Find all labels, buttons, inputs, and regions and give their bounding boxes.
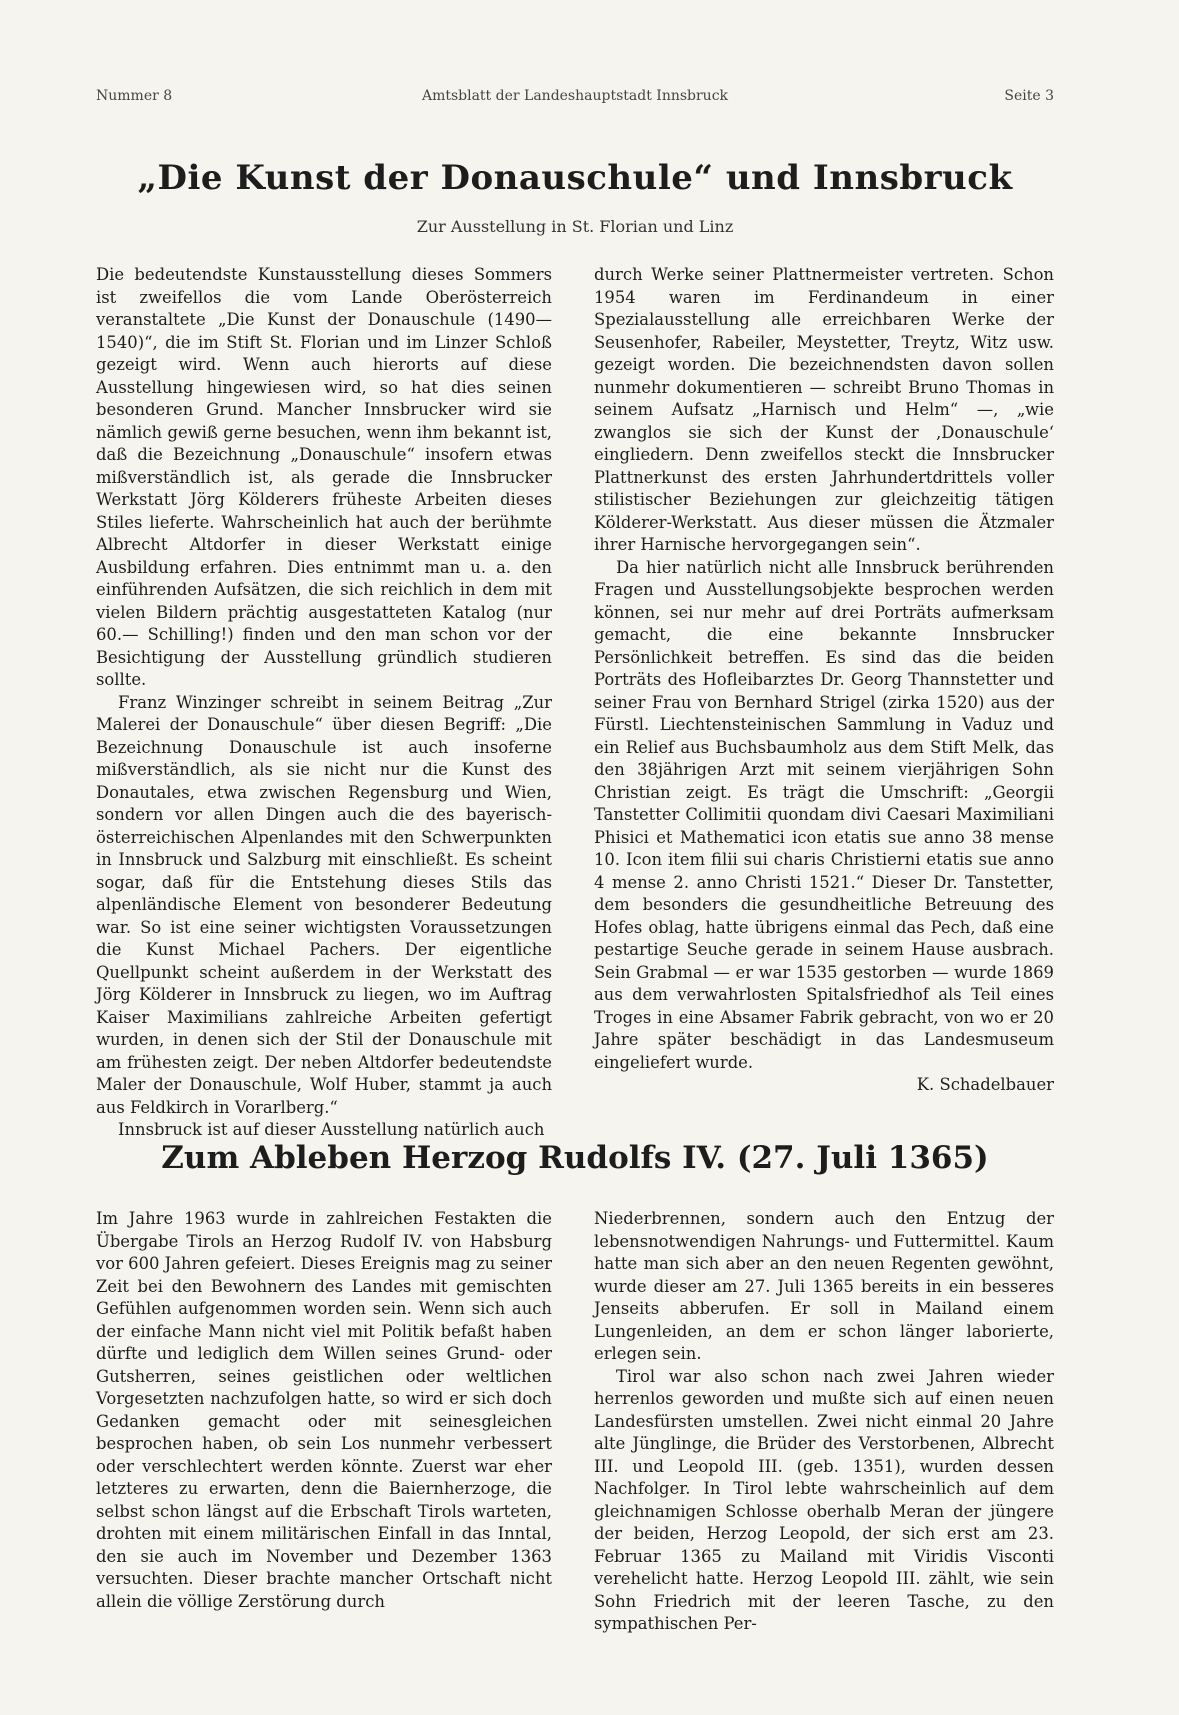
running-head (96, 88, 1054, 110)
paragraph: Niederbrennen, sondern auch den Entzug der lebensnotwendigen Nahrungs- und Futtermittel. Kaum hatte man sich aber an den neuen Regenten gewöhnt, wurde dieser am 27. Juli 1365 bereits in ein besseres Jenseits abberufen. Er soll in Mailand einem Lungenleiden, an dem er schon länger laborierte, erlegen sein. (594, 1209, 1054, 1363)
issue-number: Nummer 8 (96, 88, 173, 104)
paragraph: Im Jahre 1963 wurde in zahlreichen Festakten die Übergabe Tirols an Herzog Rudolf IV. von Habsburg vor 600 Jahren gefeiert. Dieses Ereignis mag zu seiner Zeit bei den Bewohnern des Landes mit gemischten Gefühlen aufgenommen worden sein. Wenn sich auch der einfache Mann nicht viel mit Politik befaßt haben dürfte und lediglich dem Willen seines Grund- oder Gutsherren, seines geistlichen oder weltlichen Vorgesetzten nachzufolgen hatte, so wird er sich doch Gedanken gemacht oder mit seinesgleichen besprochen haben, ob sein Los nunmehr verbessert oder verschlechtert werden könnte. Zuerst war eher letzteres zu erwarten, denn die Baiernherzoge, die selbst schon längst auf die Erbschaft Tirols warteten, drohten mit einem militärischen Einfall in das Inntal, den sie auch im November und Dezember 1363 versuchten. Dieser brachte mancher Ortschaft nicht allein die völlige Zerstörung durch (96, 1209, 552, 1611)
article2-title: Zum Ableben Herzog Rudolfs IV. (27. Juli 1365) (161, 1140, 989, 1176)
paragraph: Franz Winzinger schreibt in seinem Beitrag „Zur Malerei der Donauschule“ über diesen Begriff: „Die Bezeichnung Donauschule ist auch insoferne mißverständlich, als sie nicht nur die Kunst des Donautales, etwa zwischen Regensburg und Wien, sondern vor allen Dingen auch die des bayerisch-österreichischen Alpenlandes mit den Schwerpunkten in Innsbruck und Salzburg mit einschließt. Es scheint sogar, daß für die Entstehung dieses Stils das alpenländische Element von besonderer Bedeutung war. So ist eine seiner wichtigsten Voraussetzungen die Kunst Michael Pachers. Der eigentliche Quellpunkt scheint außerdem in der Werkstatt des Jörg Kölderer in Innsbruck zu liegen, wo im Auftrag Kaiser Maximilians zahlreiche Arbeiten gefertigt wurden, in denen sich der Stil der Donauschule mit am frühesten zeigt. Der neben Altdorfer bedeutendste Maler der Donauschule, Wolf Huber, stammt ja auch aus Feldkirch in Vorarlberg.“ (96, 692, 552, 1117)
paragraph: Innsbruck ist auf dieser Ausstellung natürlich auch (118, 1120, 545, 1139)
article1-right-column (594, 264, 1054, 1097)
article1-subtitle: Zur Ausstellung in St. Florian und Linz (416, 217, 734, 236)
article2-left-column (96, 1208, 552, 1613)
paragraph: Tirol war also schon nach zwei Jahren wieder herrenlos geworden und mußte sich auf einen neuen Landesfürsten umstellen. Zwei nicht einmal 20 Jahre alte Jünglinge, die Brüder des Verstorbenen, Albrecht III. und Leopold III. (geb. 1351), wurden dessen Nachfolger. In Tirol lebte wahrscheinlich auf dem gleichnamigen Schlosse oberhalb Meran der jüngere der beiden, Herzog Leopold, der sich erst am 23. Februar 1365 zu Mailand mit Viridis Visconti verehelicht hatte. Herzog Leopold III. zählt, wie sein Sohn Friedrich mit der leeren Tasche, zu den sympathischen Per- (594, 1366, 1054, 1633)
paragraph: Die bedeutendste Kunstausstellung dieses Sommers ist zweifellos die vom Lande Oberösterreich veranstaltete „Die Kunst der Donauschule (1490—1540)“, die im Stift St. Florian und im Linzer Schloß gezeigt wird. Wenn auch hierorts auf diese Ausstellung hingewiesen wird, so hat dies seinen besonderen Grund. Mancher Innsbrucker wird sie nämlich gewiß gerne besuchen, wenn ihm bekannt ist, daß die Bezeichnung „Donauschule“ insofern etwas mißverständlich ist, als gerade die Innsbrucker Werkstatt Jörg Kölderers früheste Arbeiten dieses Stiles lieferte. Wahrscheinlich hat auch der berühmte Albrecht Altdorfer in dieser Werkstatt einige Ausbildung erfahren. Dies entnimmt man u. a. den einführenden Aufsätzen, die sich reichlich in dem mit vielen Bildern prächtig ausgestatteten Katalog (nur 60.— Schilling!) finden und den man schon vor der Besichtigung der Ausstellung gründlich studieren sollte. (96, 265, 552, 689)
paragraph: Da hier natürlich nicht alle Innsbruck berührenden Fragen und Ausstellungsobjekte besprochen werden können, sei nur mehr auf drei Porträts aufmerksam gemacht, die eine bekannte Innsbrucker Persönlichkeit betreffen. Es sind das die beiden Porträts des Hofleibarztes Dr. Georg Thannstetter und seiner Frau von Bernhard Strigel (zirka 1520) aus der Fürstl. Liechtensteinischen Sammlung in Vaduz und ein Relief aus Buchsbaumholz aus dem Stift Melk, das den 38jährigen Arzt mit seinem vierjährigen Sohn Christian zeigt. Es trägt die Umschrift: „Georgii Tanstetter Collimitii quondam divi Caesari Maximiliani Phisici et Mathematici icon etatis sue anno 38 mense 10. Icon item filii sui charis Christierni etatis sue anno 4 mense 2. anno Christi 1521.“ Dieser Dr. Tanstetter, dem besonders die gesundheitliche Betreuung des Hofes oblag, hatte übrigens einmal das Pech, daß eine pestartige Seuche gerade in seinem Hause ausbrach. Sein Grabmal — er war 1535 gestorben — wurde 1869 aus dem verwahrlosten Spitalsfriedhof als Teil eines Troges in eine Absamer Fabrik gebracht, von wo er 20 Jahre später beschädigt in das Landesmuseum eingeliefert wurde. (594, 557, 1054, 1072)
publication-name: Amtsblatt der Landeshauptstadt Innsbruck (421, 88, 729, 104)
article2-right-column (594, 1208, 1054, 1636)
article1-left-column (96, 264, 552, 1142)
paragraph: durch Werke seiner Plattnermeister vertreten. Schon 1954 waren im Ferdinandeum in einer Spezialausstellung alle erreichbaren Werke der Seusenhofer, Rabeiler, Meystetter, Treytz, Witz usw. gezeigt worden. Die bezeichnendsten davon sollen nunmehr dokumentieren — schreibt Bruno Thomas in seinem Aufsatz „Harnisch und Helm“ —, „wie zwanglos sie sich der Kunst der ‚Donauschule‘ eingliedern. Denn zweifellos steckt die Innsbrucker Plattnerkunst des ersten Jahrhundertdrittels voller stilistischer Beziehungen zur gleichzeitig tätigen Kölderer-Werkstatt. Aus dieser müssen die Ätzmaler ihrer Harnische hervorgegangen sein“. (594, 265, 1054, 554)
page-number: Seite 3 (1004, 88, 1054, 104)
author-signature: K. Schadelbauer (916, 1075, 1054, 1094)
article1-title: „Die Kunst der Donauschule“ und Innsbruck (137, 158, 1013, 198)
author-signature-line (594, 1074, 1054, 1097)
